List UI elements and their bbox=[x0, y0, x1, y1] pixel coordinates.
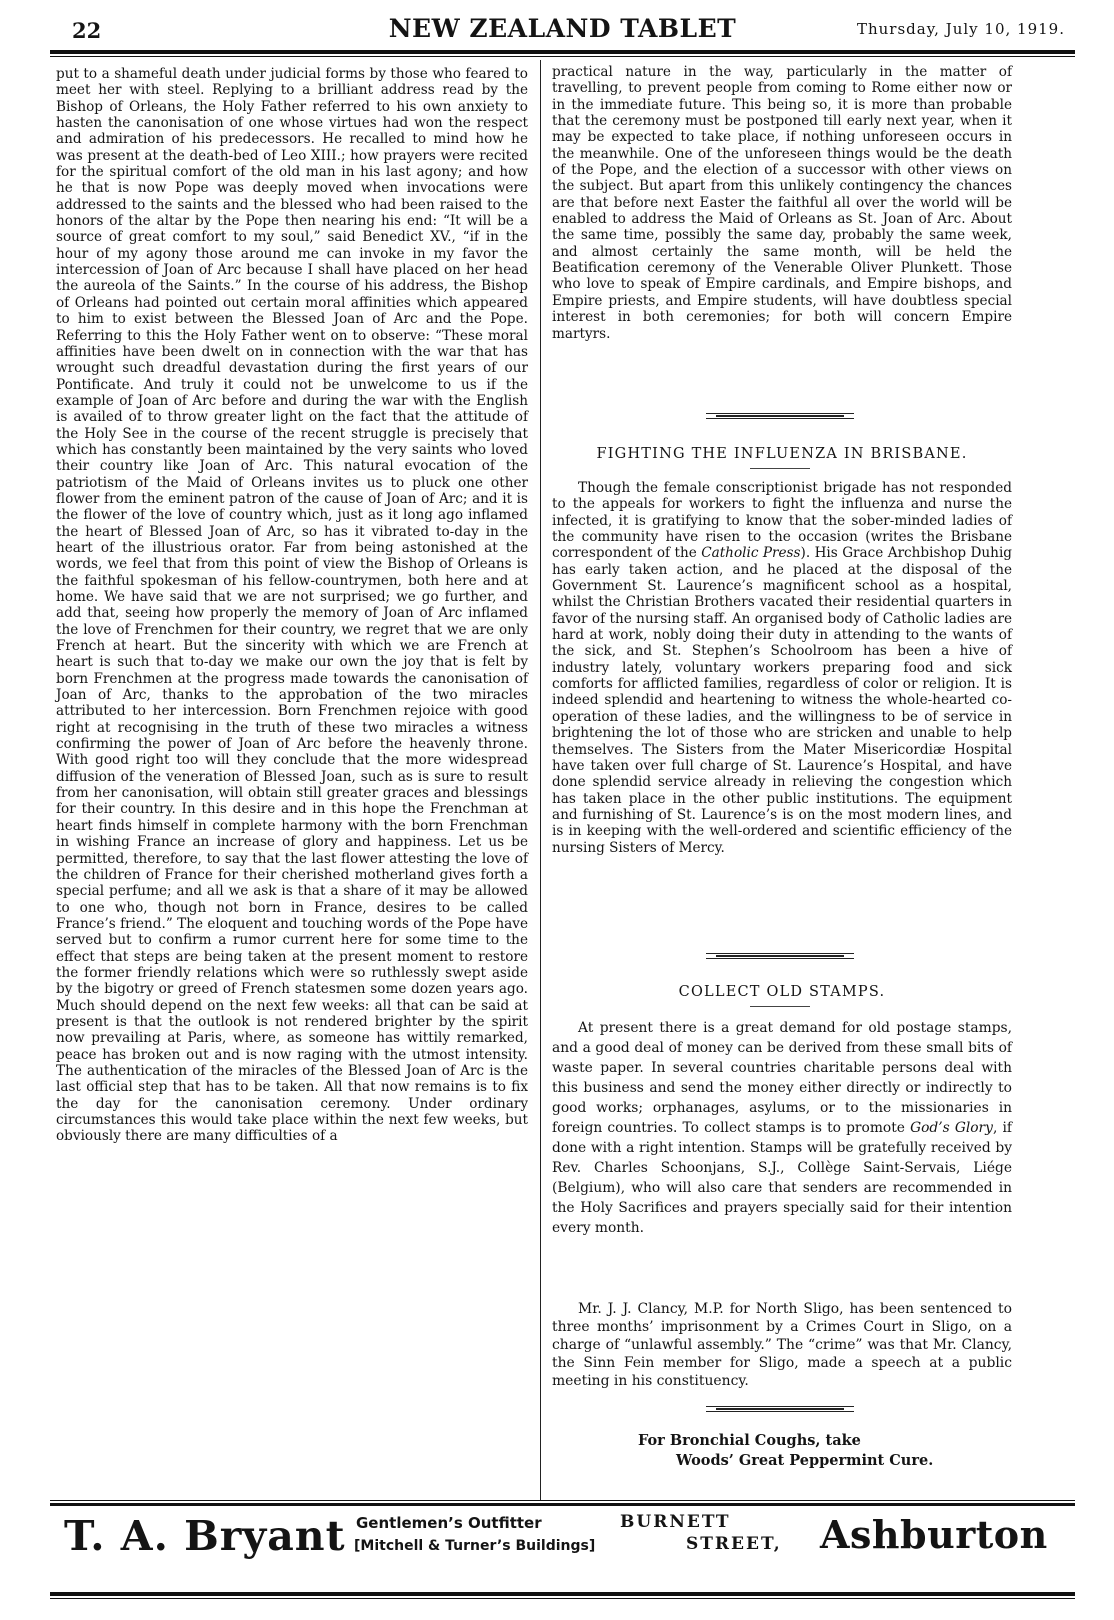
footer-rule-bottom bbox=[50, 1592, 1075, 1596]
footer-rule-thick bbox=[50, 1503, 1075, 1506]
publication-name: Catholic Press bbox=[701, 545, 801, 562]
header-rule bbox=[50, 50, 1075, 54]
continuation-text: practical nature in the way, particularly in the matter of travelling, to prevent people from coming to Rome either now or in the immediate future. This being so, it is more than probable that the ceremony must be postponed till early next year, when it may be expected to take place, if nothing unforeseen occurs in the meanwhile. One of the unforeseen things would be the death of the Pope, and the election of a successor with other views on the subject. But apart from this unlikely contingency the chances are that before next Easter the faithful all over the world will be enabled to address the Maid of Orleans as St. Joan of Arc. About the same time, possibly the same day, probably the same week, and almost certainly the same month, will be held the Beatification ceremony of the Venerable Oliver Plunkett. Those who love to speak of Empire cardinals, and Empire bishops, and Empire priests, and Empire students, will have doubtless special interest in both ceremonies; for both will concern Empire martyrs. bbox=[552, 64, 1012, 342]
influenza-article-title: FIGHTING THE INFLUENZA IN BRISBANE. bbox=[596, 446, 968, 462]
advertiser-trade: Gentlemen’s Outfitter bbox=[356, 1514, 542, 1532]
advertiser-name: T. A. Bryant bbox=[64, 1512, 346, 1560]
footer-rule-bottom-thin bbox=[50, 1598, 1075, 1599]
stamps-article bbox=[552, 1018, 1012, 1238]
gods-glory-phrase: God’s Glory bbox=[910, 1120, 993, 1136]
clancy-paragraph-text: Mr. J. J. Clancy, M.P. for North Sligo, has been sentenced to three months’ imprisonment by a Crimes Court in Sligo, on a charge of “unlawful assembly.” The “crime” was that Mr. Clancy, the Sinn Fein member for Sligo, made a speech at a public meeting in his constituency. bbox=[552, 1301, 1012, 1389]
influenza-article bbox=[552, 480, 1012, 856]
left-column bbox=[56, 66, 528, 1145]
section-ornament bbox=[706, 1406, 854, 1412]
left-column-text: put to a shameful death under judicial forms by those who feared to meet her with steel. Replying to a brilliant address read by the Bishop of Orleans, the Holy Father referred to his own anxiety to hasten the canonisation of one whose virtues had won the respect and admiration of his predecessors. He recalled to mind how he was present at the death-bed of Leo XIII.; how prayers were recited for the spiritual comfort of the old man in his last agony; and how he that is now Pope was deeply moved when invocations were addressed to the saints and the blessed who had been raised to the honors of the altar by the Pope then nearing his end: “It will be a source of great comfort to my soul,” said Benedict XV., “if in the hour of my agony those around me can invoke in my favor the intercession of Joan of Arc because I shall have placed on her head the aureola of the Saints.” In the course of his address, the Bishop of Orleans had pointed out certain moral affinities which appeared to him to exist between the Blessed Joan of Arc and the Pope. Referring to this the Holy Father went on to observe: “These moral affinities have been dwelt on in connection with the war that has wrought such dreadful devastation during the first years of our Pontificate. And truly it could not be unwelcome to us if the example of Joan of Arc before and during the war with the English is availed of to throw greater light on the fact that the attitude of the Holy See in the course of the recent struggle is precisely that which has constantly been maintained by the very saints who loved their country like Joan of Arc. This natural evocation of the patriotism of the Maid of Orleans invites us to pluck one other flower from the eminent patron of the cause of Joan of Arc; and it is the flower of the love of country which, just as it long ago inflamed the heart of Blessed Joan of Arc, so has it vibrated to-day in the heart of the illustrious orator. Far from being astonished at the words, we feel that from this point of view the Bishop of Orleans is the faithful spokesman of his fellow-countrymen, both here and at home. We have said that we are not surprised; we go further, and add that, seeing how properly the memory of Joan of Arc inflamed the love of Frenchmen for their country, we regret that we are only French at heart. But the sincerity with which we are French at heart is such that to-day we make our own the joy that is felt by born Frenchmen at the progress made towards the canonisation of Joan of Arc, thanks to the approbation of the two miracles attributed to her intercession. Born Frenchmen rejoice with good right at recognising in the truth of these two miracles a witness confirming the power of Joan of Arc before the heavenly throne. With good right too will they conclude that the more widespread diffusion of the veneration of Blessed Joan, such as is sure to result from her canonisation, will obtain still greater graces and blessings for their country. In this desire and in this hope the Frenchman at heart finds himself in complete harmony with the born Frenchman in wishing France an increase of glory and happiness. Let us be permitted, therefore, to say that the last flower attesting the love of the children of France for their cherished motherland gives forth a special perfume; and all we ask is that a share of it may be allowed to one who, though not born in France, desires to be called France’s friend.” The eloquent and touching words of the Pope have served but to confirm a rumor current here for some time to the effect that steps are being taken at the present moment to restore the former friendly relations which were so ruthlessly swept aside by the bigotry or greed of French statesmen some dozen years ago. Much should depend on the next few weeks: all that can be said at present is that the outlook is not rendered brighter by the spirit now prevailing at Paris, where, as someone has wittily remarked, peace has broken out and is now raging with the utmost intensity. The authentication of the miracles of the Blessed Joan of Arc is the last official step that has to be taken. All that now remains is to fix the day for the canonisation ceremony. Under ordinary circumstances this would take place within the next few weeks, but obviously there are many difficulties of a bbox=[56, 66, 528, 1145]
column-divider bbox=[540, 60, 541, 1500]
section-ornament bbox=[706, 413, 854, 419]
page-header bbox=[50, 12, 1075, 48]
publication-title: NEW ZEALAND TABLET bbox=[388, 14, 737, 43]
street-name: BURNETT bbox=[620, 1512, 731, 1532]
right-column-continuation bbox=[552, 64, 1012, 342]
header-rule-thin bbox=[50, 56, 1075, 57]
influenza-article-text: Though the female conscriptionist brigade has not responded to the appeals for workers to fight the influenza and nurse the infected, it is gratifying to know that the sober-minded ladies of the community have risen to the occasion (writes the Brisbane correspondent of the Catholic Press). His Grace Archbishop Duhig has early taken action, and he placed at the disposal of the Government St. Laurence’s magnificent school as a hospital, whilst the Christian Brothers vacated their residential quarters in favor of the nursing staff. An organised body of Catholic ladies are hard at work, nobly doing their duty in attending to the wants of the sick, and St. Stephen’s Schoolroom has been a hive of industry lately, voluntary workers preparing food and sick comforts for afflicted families, regardless of color or religion. It is indeed splendid and heartening to witness the whole-hearted co-operation of these ladies, and the willingness to be of service in brightening the lot of those who are stricken and unable to help themselves. The Sisters from the Mater Misericordiæ Hospital have taken over full charge of St. Laurence’s Hospital, and have done splendid service already in relieving the congestion which has taken place in the other public institutions. The equipment and furnishing of St. Laurence’s is on the most modern lines, and is in keeping with the well-ordered and scientific efficiency of the nursing Sisters of Mercy. bbox=[552, 480, 1012, 856]
clancy-paragraph bbox=[552, 1300, 1012, 1390]
stamps-article-text: At present there is a great demand for old postage stamps, and a good deal of money can be derived from these small bits of waste paper. In several countries charitable persons deal with this business and send the money either directly or indirectly to good works; orphanages, asylums, or to the missionaries in foreign countries. To collect stamps is to promote God’s Glory, if done with a right intention. Stamps will be gratefully received by Rev. Charles Schoonjans, S.J., Collège Saint-Servais, Liége (Belgium), who will also care that senders are recommended in the Holy Sacrifices and prayers specially said for their intention every month. bbox=[552, 1020, 1012, 1236]
issue-date: Thursday, July 10, 1919. bbox=[856, 20, 1065, 38]
title-underline bbox=[750, 1006, 810, 1007]
section-ornament bbox=[706, 953, 854, 959]
title-underline bbox=[750, 468, 810, 469]
street-label: STREET, bbox=[686, 1534, 782, 1554]
footer-rule bbox=[50, 1500, 1075, 1501]
cough-ad-line2: Woods’ Great Peppermint Cure. bbox=[676, 1452, 934, 1469]
town-name: Ashburton bbox=[820, 1512, 1048, 1557]
advertiser-buildings: [Mitchell & Turner’s Buildings] bbox=[354, 1538, 596, 1554]
page-number: 22 bbox=[72, 18, 102, 43]
cough-ad-line1: For Bronchial Coughs, take bbox=[638, 1432, 861, 1449]
stamps-article-title: COLLECT OLD STAMPS. bbox=[678, 984, 886, 1000]
footer-advertisement bbox=[50, 1508, 1075, 1580]
